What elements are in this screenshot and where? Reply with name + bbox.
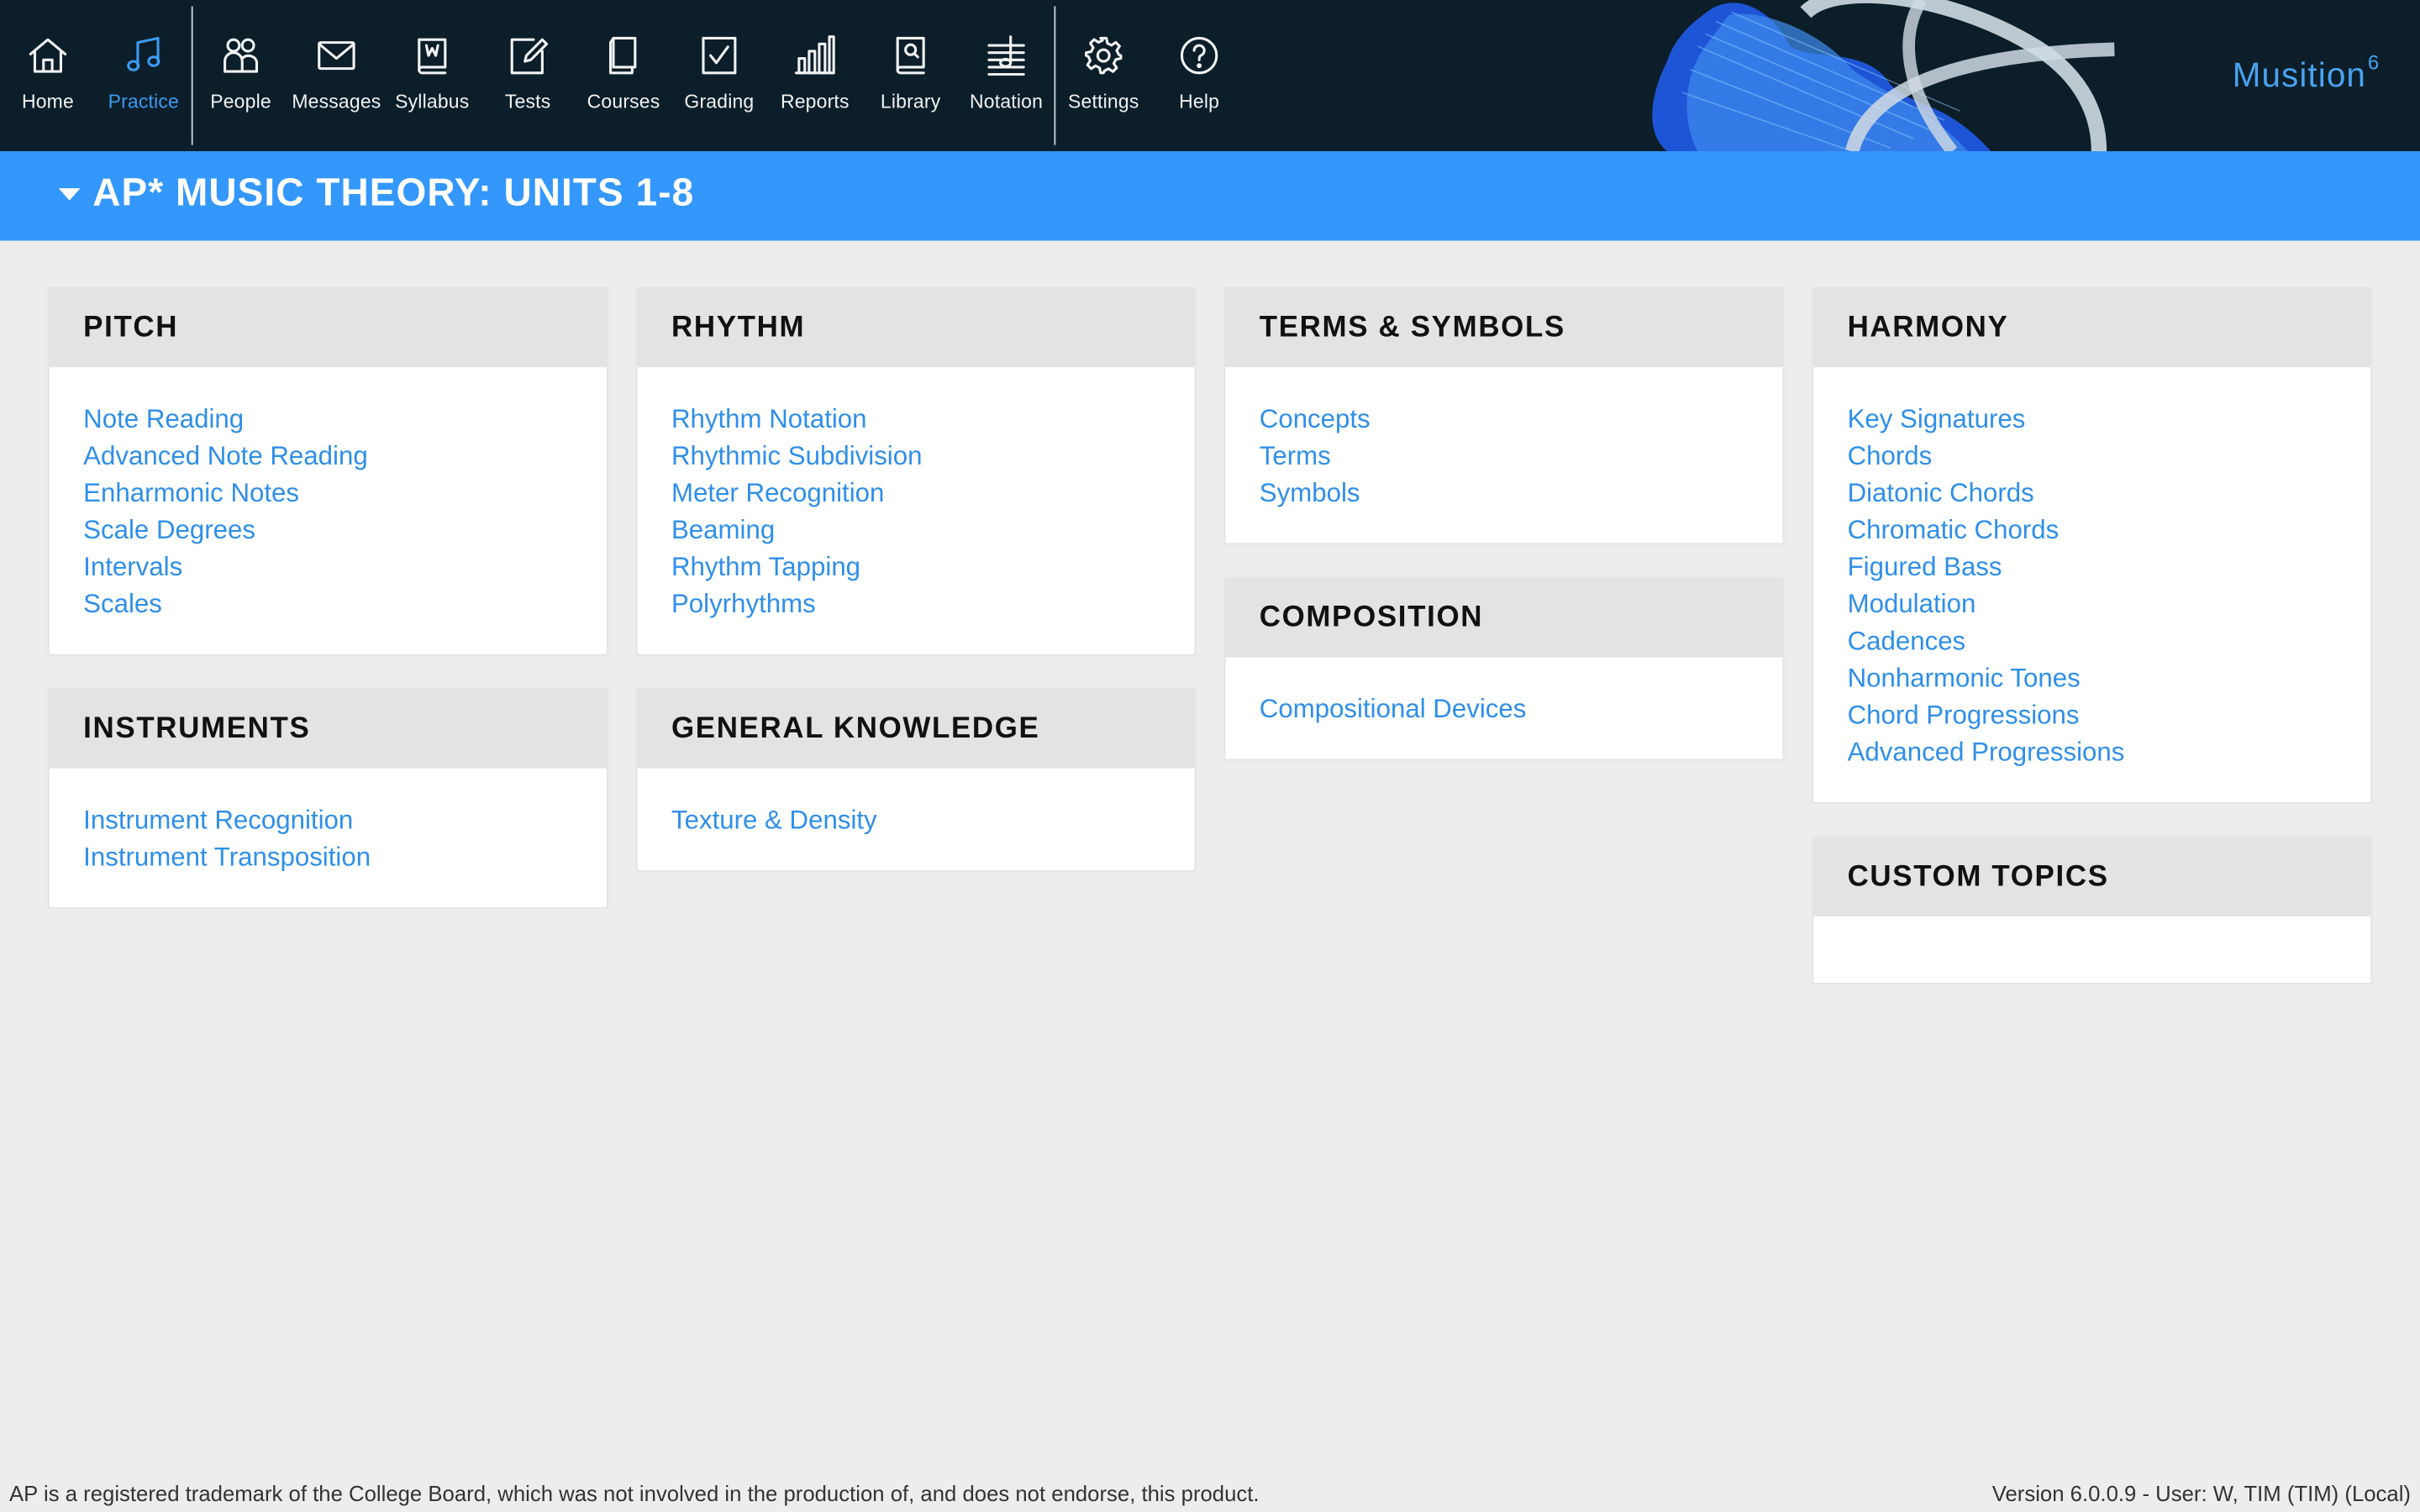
card-header — [638, 288, 1195, 367]
topic-list — [1813, 367, 2370, 802]
topic-link[interactable]: Rhythm Tapping — [671, 552, 861, 582]
nav-library[interactable] — [863, 0, 959, 151]
card-title: COMPOSITION — [1259, 601, 1484, 634]
staff-notation-icon — [981, 31, 1031, 81]
nav-people[interactable] — [193, 0, 289, 151]
card-rhythm — [638, 288, 1195, 654]
topic-list — [50, 769, 607, 907]
edit-pencil-icon — [503, 31, 553, 81]
card-title: GENERAL KNOWLEDGE — [671, 712, 1040, 746]
card-header — [1813, 837, 2370, 916]
library-search-icon — [886, 31, 935, 81]
nav-settings[interactable] — [1055, 0, 1151, 151]
topic-link[interactable]: Scales — [83, 589, 162, 619]
envelope-icon — [312, 31, 361, 81]
help-circle-icon — [1175, 31, 1224, 81]
topic-list — [1225, 367, 1782, 543]
topic-link[interactable]: Diatonic Chords — [1847, 478, 2034, 508]
course-header — [0, 151, 2420, 241]
topic-link[interactable]: Instrument Transposition — [83, 842, 371, 872]
nav-messages[interactable] — [288, 0, 384, 151]
main-nav — [0, 0, 1247, 151]
people-icon — [216, 31, 266, 81]
topic-link[interactable]: Terms — [1259, 441, 1331, 471]
topic-link[interactable]: Beaming — [671, 515, 776, 545]
topic-link[interactable]: Instrument Recognition — [83, 805, 354, 835]
topic-link[interactable]: Polyrhythms — [671, 589, 816, 619]
nav-label: Help — [1179, 91, 1220, 113]
topic-list — [50, 367, 607, 654]
checkbox-icon — [695, 31, 744, 81]
card-general-knowledge — [638, 690, 1195, 870]
top-nav-bar — [0, 0, 2420, 151]
topic-link[interactable]: Note Reading — [83, 404, 245, 434]
topic-link[interactable]: Modulation — [1847, 589, 1976, 619]
nav-tests[interactable] — [480, 0, 576, 151]
topic-link[interactable]: Advanced Progressions — [1847, 737, 2125, 767]
card-pitch — [50, 288, 607, 654]
nav-courses[interactable] — [576, 0, 671, 151]
card-header — [1225, 579, 1782, 658]
nav-label: Library — [880, 91, 941, 113]
card-header — [50, 288, 607, 367]
topic-link[interactable]: Rhythmic Subdivision — [671, 441, 923, 471]
topic-link[interactable]: Meter Recognition — [671, 478, 885, 508]
collapse-caret-icon[interactable] — [59, 188, 81, 201]
trademark-disclaimer: AP is a registered trademark of the College Board, which was not involved in the production of, and does not endorse, this product. — [9, 1481, 1260, 1506]
card-composition — [1225, 579, 1782, 759]
nav-label: Grading — [684, 91, 755, 113]
bar-chart-icon — [790, 31, 839, 81]
header-artwork — [1636, 0, 2191, 151]
nav-label: Home — [21, 91, 74, 113]
nav-notation[interactable] — [959, 0, 1055, 151]
card-header — [1813, 288, 2370, 367]
card-header — [50, 690, 607, 769]
topic-link[interactable]: Enharmonic Notes — [83, 478, 300, 508]
topic-list — [1225, 657, 1782, 759]
nav-label: Syllabus — [395, 91, 470, 113]
card-terms-symbols — [1225, 288, 1782, 543]
topic-link[interactable]: Concepts — [1259, 404, 1370, 434]
nav-grading[interactable] — [671, 0, 767, 151]
topic-link[interactable]: Cadences — [1847, 626, 1966, 656]
topic-list — [638, 367, 1195, 654]
nav-label: Tests — [504, 91, 551, 113]
nav-syllabus[interactable] — [384, 0, 480, 151]
topic-link[interactable]: Chord Progressions — [1847, 700, 2080, 730]
topic-link[interactable]: Key Signatures — [1847, 404, 2026, 434]
nav-home[interactable] — [0, 0, 96, 151]
nav-label: Reports — [780, 91, 850, 113]
topic-link[interactable]: Scale Degrees — [83, 515, 256, 545]
topic-link[interactable]: Texture & Density — [671, 805, 877, 835]
nav-label: People — [210, 91, 271, 113]
version-info: Version 6.0.0.9 - User: W, TIM (TIM) (Local) — [1991, 1481, 2411, 1506]
topic-link[interactable]: Advanced Note Reading — [83, 441, 368, 471]
topic-link[interactable]: Symbols — [1259, 478, 1360, 508]
topic-link[interactable]: Nonharmonic Tones — [1847, 663, 2081, 693]
topic-list — [638, 769, 1195, 870]
brand-logo: Musition $^6$ — [2232, 50, 2381, 95]
home-icon — [24, 31, 73, 81]
card-title: HARMONY — [1847, 312, 2009, 344]
book-icon — [599, 31, 649, 81]
card-header — [638, 690, 1195, 769]
nav-label: Notation — [970, 91, 1044, 113]
topic-link[interactable]: Compositional Devices — [1259, 694, 1527, 724]
card-title: CUSTOM TOPICS — [1847, 860, 2109, 894]
nav-help[interactable] — [1151, 0, 1247, 151]
card-custom-topics — [1813, 837, 2370, 983]
topic-link[interactable]: Intervals — [83, 552, 183, 582]
topic-link[interactable]: Rhythm Notation — [671, 404, 867, 434]
course-title: AP* MUSIC THEORY: UNITS 1-8 — [92, 171, 695, 215]
card-header — [1225, 288, 1782, 367]
card-title: RHYTHM — [671, 312, 806, 344]
music-note-icon — [118, 31, 168, 81]
card-title: TERMS & SYMBOLS — [1259, 312, 1565, 344]
nav-label: Courses — [587, 91, 660, 113]
topic-link[interactable]: Figured Bass — [1847, 552, 2002, 582]
topic-link[interactable]: Chromatic Chords — [1847, 515, 2060, 545]
topic-link[interactable]: Chords — [1847, 441, 1933, 471]
card-title: PITCH — [83, 312, 179, 344]
nav-label: Settings — [1068, 91, 1139, 113]
card-instruments — [50, 690, 607, 907]
card-harmony — [1813, 288, 2370, 802]
nav-label: Practice — [108, 91, 180, 113]
gear-icon — [1079, 31, 1128, 81]
card-title: INSTRUMENTS — [83, 712, 311, 746]
nav-label: Messages — [292, 91, 381, 113]
nav-reports[interactable] — [767, 0, 863, 151]
syllabus-book-icon — [408, 31, 457, 81]
nav-practice[interactable] — [96, 0, 192, 151]
